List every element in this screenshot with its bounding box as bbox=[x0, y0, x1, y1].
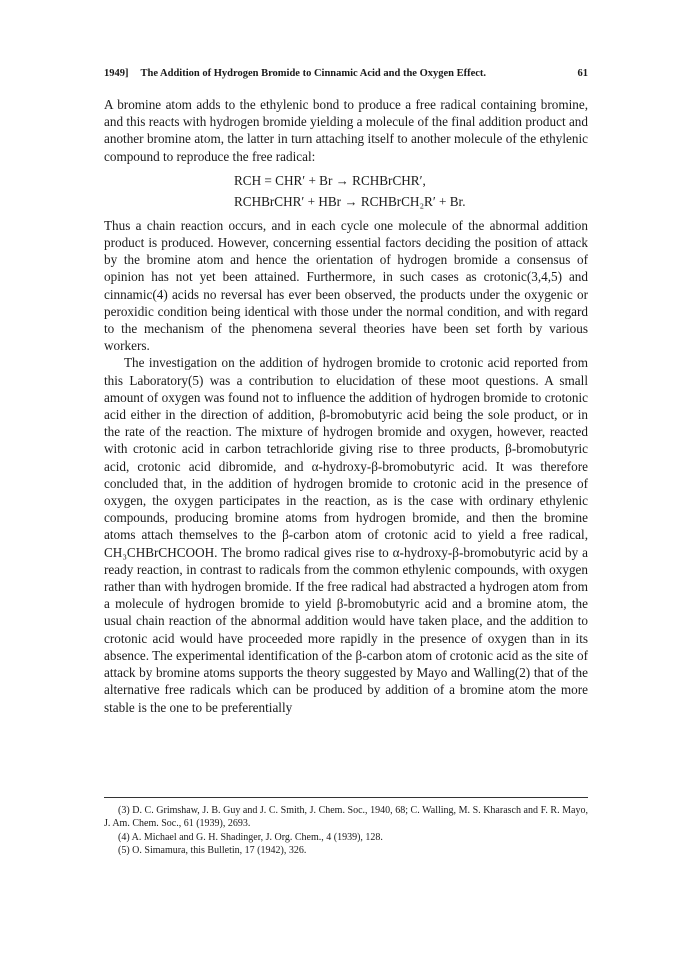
footnotes bbox=[104, 804, 588, 858]
equation-block bbox=[104, 170, 588, 212]
page-number: 61 bbox=[577, 68, 588, 79]
equation-1: RCH = CHR′ + Br → RCHBrCHR′, bbox=[234, 172, 426, 188]
header-title: The Addition of Hydrogen Bromide to Cinnamic Acid and the Oxygen Effect. bbox=[140, 68, 487, 79]
footnote-rule bbox=[104, 797, 588, 798]
header-year: 1949] bbox=[104, 68, 129, 79]
paragraph-1: A bromine atom adds to the ethylenic bond to produce a free radical containing bromine, and this reacts with hydrogen bromide yielding a molecule of the final addition product and another bromine atom, the latter in turn attaching itself to another molecule of the ethylenic compound to reproduce the free radical: bbox=[104, 97, 588, 164]
paragraph-3: The investigation on the addition of hydrogen bromide to crotonic acid reported from this Laboratory(5) was a contribution to elucidation of these moot questions. A small amount of oxygen was found not to influence the addition of hydrogen bromide to crotonic acid either in the direction of addition, β-bromobutyric acid being the sole product, or in the rate of the reaction. The mixture of hydrogen bromide and oxygen, however, reacted with crotonic acid in carbon tetrachloride giving rise to three products, β-bromobutyric acid, crotonic acid dibromide, and α-hydroxy-β-bromobutyric acid. It was therefore concluded that, in the addition of hydrogen bromide to crotonic acid in the presence of oxygen, the oxygen participates in the reaction, as is the case with ordinary ethylenic compounds, producing bromine atoms from hydrogen bromide, and then the bromine atoms attach themselves to the β-carbon atom of crotonic acid to yield a free radical, CH₃CHBrCHCOOH. The bromo radical gives rise to α-hydroxy-β-bromobutyric acid by a ready reaction, in contrast to radicals from the common ethylenic compounds, with oxygen rather than with hydrogen bromide. If the free radical had abstracted a hydrogen atom from a molecule of hydrogen bromide to yield β-bromobutyric acid and a bromine atom, the usual chain reaction of the abnormal addition would have taken place, and the addition to crotonic acid would have proceeded more rapidly in the presence of oxygen than in its absence. The experimental identification of the β-carbon atom of crotonic acid as the site of attack by bromine atoms supports the theory suggested by Mayo and Walling(2) that of the alternative free radicals which can be produced by addition of a bromine atom the more stable is the one to be preferentially bbox=[104, 355, 588, 715]
equation-2: RCHBrCHR′ + HBr → RCHBrCH₂R′ + Br. bbox=[234, 193, 466, 209]
footnote-3: (3) D. C. Grimshaw, J. B. Guy and J. C. Smith, J. Chem. Soc., 1940, 68; C. Walling, M. S. Kharasch and F. R. Mayo, J. Am. Chem. Soc., 61 (1939), 2693. bbox=[104, 805, 588, 830]
body-text bbox=[104, 96, 588, 716]
footnote-4: (4) A. Michael and G. H. Shadinger, J. Org. Chem., 4 (1939), 128. bbox=[118, 831, 383, 843]
paragraph-2: Thus a chain reaction occurs, and in each cycle one molecule of the abnormal addition product is produced. However, concerning essential factors deciding the position of attack by the bromine atom and hence the orientation of hydrogen bromide a consensus of opinion has not yet been attained. Furthermore, in such cases as crotonic(3,4,5) and cinnamic(4) acids no reversal has ever been observed, the products under the oxygenic or peroxidic condition being identical with those under the normal condition, and with regard to the mechanism of the phenomena several theories have been set forth by various workers. bbox=[104, 217, 588, 354]
footnote-5: (5) O. Simamura, this Bulletin, 17 (1942), 326. bbox=[118, 845, 307, 857]
running-header bbox=[104, 68, 588, 79]
